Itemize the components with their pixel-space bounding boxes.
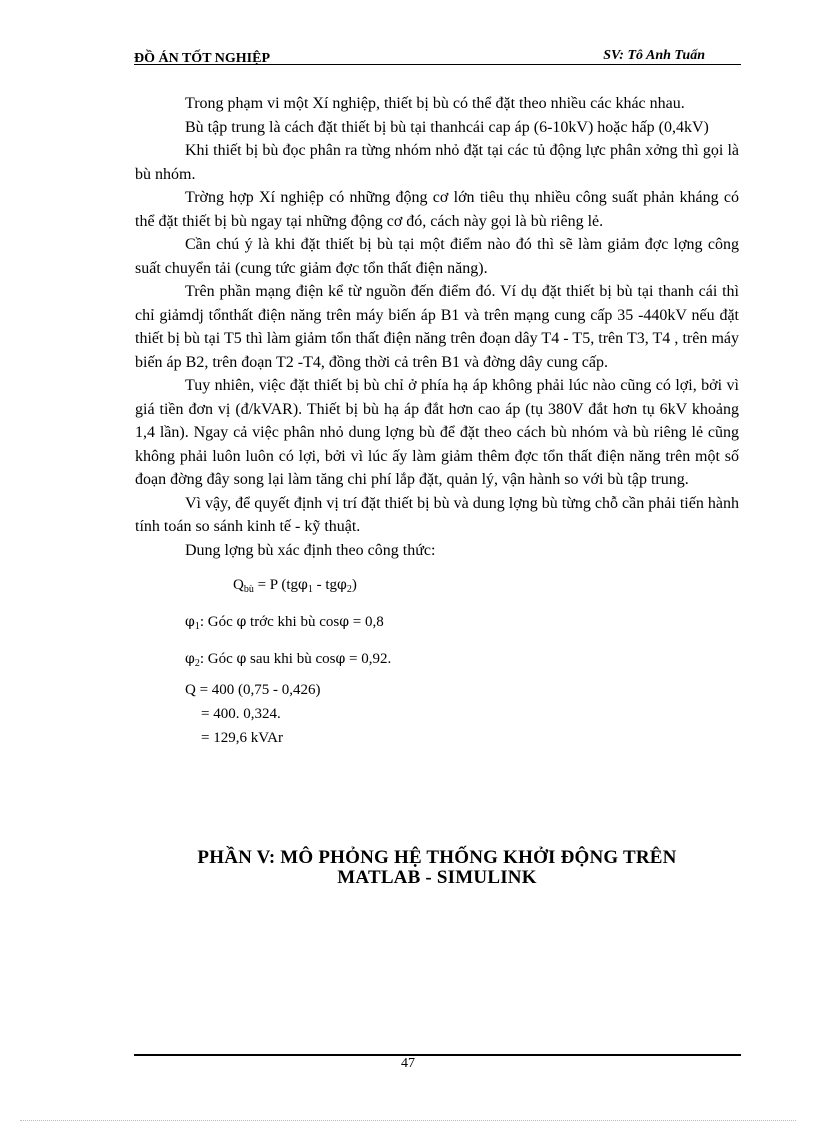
formula-lhs-sub: bù [243,584,254,595]
phi-symbol: φ [335,651,346,667]
paragraph: Dung lợng bù xác định theo công thức: [185,541,436,559]
phi2-label-2: sau khi bù cos [246,651,336,667]
phi-symbol: φ [339,614,350,630]
formula-rhs-1: = P (tg [253,577,299,593]
phi-sub-2: 2 [346,584,352,595]
paragraph: Trờng hợp Xí nghiệp có những động cơ lớn tiêu thụ nhiều công suất phản kháng có thể đặt thiết bị bù ngay tại những động cơ đó, cách này gọi là bù riêng lẻ. [135,189,739,230]
body-text [135,92,739,749]
formula-block [135,574,739,749]
phi-symbol: φ [185,651,195,667]
phi-symbol: φ [236,651,247,667]
paragraph: Khi thiết bị bù đọc phân ra từng nhóm nhỏ đặt tại các tủ động lực phân xởng thì gọi là bù nhóm. [135,142,739,183]
paragraph: Cần chú ý là khi đặt thiết bị bù tại một điểm nào đó thì sẽ làm giảm đợc lợng công suất chuyển tải (cung tức giảm đợc tổn thất điện năng). [135,236,739,277]
header-rule [134,64,741,65]
phi-sub-2: 2 [194,658,200,669]
phi2-definition [185,648,739,675]
page-header [134,46,741,66]
phi-sub-1: 1 [194,621,200,632]
calculation-line: Q = 400 (0,75 - 0,426) [185,682,321,698]
header-author: SV: Tô Anh Tuấn [603,48,705,63]
phi1-definition [185,611,739,638]
page-bottom-border [20,1120,796,1121]
calculation-line: = 129,6 kVAr [201,730,283,746]
phi-symbol: φ [185,614,195,630]
phi-symbol: φ [298,577,308,593]
phi-sub-1: 1 [307,584,313,595]
phi2-label-1: : Góc [199,651,237,667]
paragraph: Bù tập trung là cách đặt thiết bị bù tại thanhcái cap áp (6-10kV) hoặc hấp (0,4kV) [185,118,709,136]
page-number: 47 [401,1056,415,1071]
formula-rhs-3: ) [351,577,357,593]
phi-symbol: φ [236,614,247,630]
phi-symbol: φ [337,577,347,593]
phi1-value: = 0,8 [349,614,384,630]
paragraph: Tuy nhiên, việc đặt thiết bị bù chỉ ở phía hạ áp không phải lúc nào cũng có lợi, bởi vì giá tiền đơn vị (đ/kVAR). Thiết bị bù hạ áp đắt hơn cao áp (tụ 380V đắt hơn tụ 6kV khoảng 1,4 lần). Ngay cả việc phân nhỏ dung lợng bù để đặt theo cách bù nhóm và bù riêng lẻ cũng không phải luôn luôn có lợi, bởi vì lúc ấy làm giảm thêm đợc tổn thất điện năng trên một số đoạn đờng đây song lại làm tăng chi phí lắp đặt, quản lý, vận hành so với bù tập trung. [135,377,739,488]
paragraph: Vì vậy, để quyết định vị trí đặt thiết bị bù và dung lợng bù từng chỗ cần phải tiến hành tính toán so sánh kinh tế - kỹ thuật. [135,494,739,535]
paragraph: Trên phần mạng điện kể từ nguồn đến điểm đó. Ví dụ đặt thiết bị bù tại thanh cái thì chỉ giảmdj tổnthất điện năng trên máy biến áp B1 và trên mạng cung cấp 35 -440kV nếu đặt thiết bị bù tại T5 thì làm giảm tổn thất điện năng trên đoạn dây T4 - T5, trên T3, T4 , trên máy biến áp B2, trên đoạn T2 -T4, đồng thời cả trên B1 và đờng dây cung cấp. [135,283,739,371]
formula-rhs-2: - tg [312,577,337,593]
formula-lhs: Q [233,577,244,593]
compensation-formula [233,574,739,601]
header-title: ĐỒ ÁN TỐT NGHIỆP [134,51,271,66]
phi2-value: = 0,92. [345,651,392,667]
phi1-label-1: : Góc [199,614,237,630]
section-heading-line-1: PHẦN V: MÔ PHỎNG HỆ THỐNG KHỞI ĐỘNG TRÊN [197,847,677,868]
paragraph: Trong phạm vi một Xí nghiệp, thiết bị bù có thể đặt theo nhiều các khác nhau. [185,95,685,112]
calculation-line: = 400. 0,324. [201,706,281,722]
section-heading-line-2: MATLAB - SIMULINK [337,867,537,888]
section-heading [135,848,739,888]
phi1-label-2: trớc khi bù cos [246,614,340,630]
